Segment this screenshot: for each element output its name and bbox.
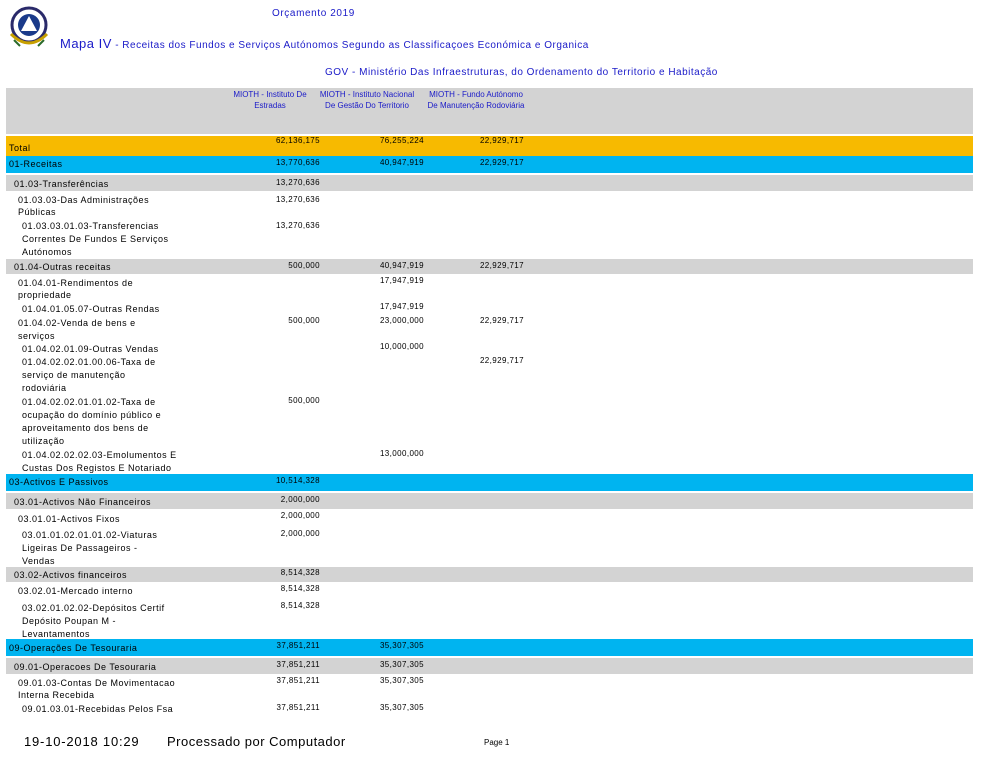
- cell-value: 2,000,000: [280, 495, 320, 504]
- map-label: Mapa IV: [60, 36, 112, 51]
- column-header-instituto-gestao-territorio: MIOTH - Instituto Nacional De Gestão Do Territorio: [319, 90, 415, 110]
- coat-of-arms-icon: [6, 4, 52, 54]
- cell-value: 35,307,305: [379, 660, 424, 669]
- cell-value: 37,851,211: [276, 641, 320, 650]
- cell-value: 500,000: [288, 316, 320, 325]
- footer-processed-note: Processado por Computador: [167, 734, 346, 749]
- cell-value: 62,136,175: [275, 136, 320, 145]
- cell-value: 35,307,305: [379, 676, 424, 685]
- cell-value: 22,929,717: [479, 356, 524, 365]
- row-label: Levantamentos: [22, 629, 91, 639]
- row-label: 03.02.01.02.02-Depósitos Certif: [22, 603, 165, 613]
- row-label: 01-Receitas: [9, 159, 63, 169]
- row-label: 03-Activos E Passivos: [9, 477, 109, 487]
- cell-value: 13,270,636: [275, 178, 320, 187]
- row-label: Depósito Poupan M -: [22, 616, 117, 626]
- ministry-title: GOV - Ministério Das Infraestruturas, do Ordenamento do Territorio e Habitação: [325, 67, 718, 78]
- row-label: 01.04.02.02.01.00.06-Taxa de: [22, 357, 156, 367]
- row-label: 01.04.02.02.01.01.02-Taxa de: [22, 397, 156, 407]
- row-label: aproveitamento dos bens de: [22, 423, 149, 433]
- cell-value: 40,947,919: [379, 261, 424, 270]
- row-label: 09-Operações De Tesouraria: [9, 643, 138, 653]
- row-label: 01.04.01.05.07-Outras Rendas: [22, 304, 160, 314]
- row-label: 01.03.03-Das Administrações: [18, 195, 150, 205]
- cell-value: 40,947,919: [379, 158, 424, 167]
- row-label: 01.04.01-Rendimentos de: [18, 278, 134, 288]
- row-label: Autónomos: [22, 247, 73, 257]
- cell-value: 8,514,328: [280, 568, 320, 577]
- row-label: 01.04.02.02.02.03-Emolumentos E: [22, 450, 177, 460]
- row-label: utilização: [22, 436, 65, 446]
- row-label: Interna Recebida: [18, 690, 95, 700]
- footer-datetime: 19-10-2018 10:29: [24, 734, 140, 749]
- row-label: 03.02-Activos financeiros: [14, 570, 128, 580]
- row-label: 01.03.03.01.03-Transferencias: [22, 221, 159, 231]
- row-label: 01.04-Outras receitas: [14, 262, 112, 272]
- cell-value: 8,514,328: [280, 601, 320, 610]
- table-row-section: [6, 639, 973, 656]
- cell-value: 13,000,000: [379, 449, 424, 458]
- row-label: 03.01.01.02.01.01.02-Viaturas: [22, 530, 158, 540]
- row-label: 03.02.01-Mercado interno: [18, 586, 134, 596]
- column-header-fundo-manutencao: MIOTH - Fundo Autónomo De Manutenção Rodoviária: [427, 90, 525, 110]
- row-label: 09.01-Operacoes De Tesouraria: [14, 662, 157, 672]
- cell-value: 13,270,636: [275, 221, 320, 230]
- cell-value: 22,929,717: [479, 316, 524, 325]
- row-label: serviço de manutenção: [22, 370, 126, 380]
- cell-value: 500,000: [288, 396, 320, 405]
- row-label: 09.01.03-Contas De Movimentacao: [18, 678, 176, 688]
- column-header-band: [6, 88, 973, 134]
- row-label: serviços: [18, 331, 56, 341]
- cell-value: 2,000,000: [280, 511, 320, 520]
- row-label: Correntes De Fundos E Serviços: [22, 234, 169, 244]
- cell-value: 17,947,919: [379, 302, 424, 311]
- cell-value: 22,929,717: [479, 158, 524, 167]
- cell-value: 35,307,305: [379, 641, 424, 650]
- cell-value: 17,947,919: [379, 276, 424, 285]
- cell-value: 37,851,211: [276, 660, 320, 669]
- row-label: 09.01.03.01-Recebidas Pelos Fsa: [22, 704, 174, 714]
- cell-value: 10,000,000: [379, 342, 424, 351]
- row-label: 03.01-Activos Não Financeiros: [14, 497, 152, 507]
- map-subtitle: - Receitas dos Fundos e Serviços Autónomos Segundo as Classificaçoes Económica e Organica: [115, 40, 589, 51]
- cell-value: 13,770,636: [275, 158, 320, 167]
- row-label: 01.04.02.01.09-Outras Vendas: [22, 344, 159, 354]
- map-title: [60, 36, 589, 51]
- row-label: ocupação do domínio público e: [22, 410, 162, 420]
- row-label: Ligeiras De Passageiros -: [22, 543, 138, 553]
- table-row-subsection: [6, 175, 973, 191]
- column-header-instituto-estradas: MIOTH - Instituto De Estradas: [233, 90, 307, 110]
- row-label: propriedade: [18, 290, 72, 300]
- table-row-subsection: [6, 567, 973, 582]
- cell-value: 8,514,328: [280, 584, 320, 593]
- row-label: Vendas: [22, 556, 56, 566]
- row-label: Públicas: [18, 207, 57, 217]
- cell-value: 76,255,224: [379, 136, 424, 145]
- cell-value: 13,270,636: [275, 195, 320, 204]
- row-label: rodoviária: [22, 383, 67, 393]
- row-label: 03.01.01-Activos Fixos: [18, 514, 121, 524]
- cell-value: 10,514,328: [275, 476, 320, 485]
- row-label: Custas Dos Registos E Notariado: [22, 463, 172, 473]
- cell-value: 23,000,000: [379, 316, 424, 325]
- cell-value: 37,851,211: [276, 676, 320, 685]
- cell-value: 500,000: [288, 261, 320, 270]
- cell-value: 35,307,305: [379, 703, 424, 712]
- cell-value: 37,851,211: [276, 703, 320, 712]
- table-row-section: [6, 474, 973, 491]
- cell-value: 2,000,000: [280, 529, 320, 538]
- footer-page-number: Page 1: [484, 738, 510, 747]
- row-label: 01.03-Transferências: [14, 179, 109, 189]
- row-label: Total: [9, 143, 31, 153]
- budget-year-title: Orçamento 2019: [272, 8, 355, 19]
- cell-value: 22,929,717: [479, 261, 524, 270]
- cell-value: 22,929,717: [479, 136, 524, 145]
- row-label: 01.04.02-Venda de bens e: [18, 318, 136, 328]
